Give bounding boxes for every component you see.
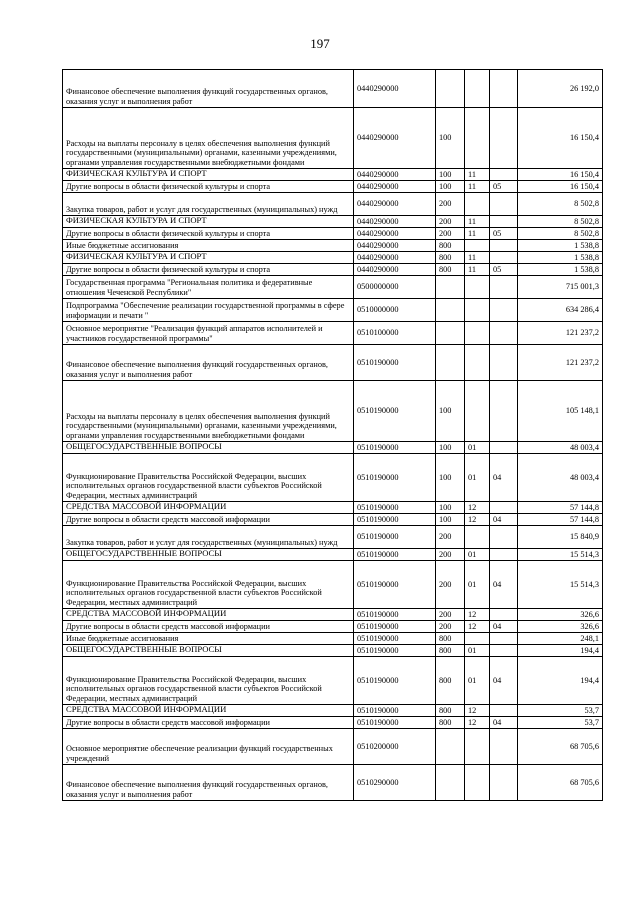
row-subsection xyxy=(490,216,518,228)
row-target-code: 0510190000 xyxy=(354,502,436,514)
row-amount: 57 144,8 xyxy=(518,514,603,526)
row-name: Финансовое обеспечение выполнения функций государственных органов, оказания услуг и выполнения работ xyxy=(63,345,354,381)
row-subsection: 04 xyxy=(490,454,518,502)
row-name: Финансовое обеспечение выполнения функций государственных органов, оказания услуг и выполнения работ xyxy=(63,765,354,801)
row-section xyxy=(465,299,490,322)
table-row xyxy=(63,193,603,216)
row-target-code: 0510190000 xyxy=(354,526,436,549)
row-expense-type: 100 xyxy=(436,181,465,193)
table-row xyxy=(63,645,603,657)
row-amount: 48 003,4 xyxy=(518,442,603,454)
row-expense-type: 200 xyxy=(436,193,465,216)
table-row xyxy=(63,561,603,609)
row-name: Другие вопросы в области физической культуры и спорта xyxy=(63,228,354,240)
row-target-code: 0440290000 xyxy=(354,169,436,181)
table-row xyxy=(63,252,603,264)
row-section: 12 xyxy=(465,502,490,514)
row-expense-type: 100 xyxy=(436,108,465,169)
row-amount: 634 286,4 xyxy=(518,299,603,322)
row-section: 11 xyxy=(465,264,490,276)
row-amount: 326,6 xyxy=(518,609,603,621)
row-name: Основное мероприятие обеспечение реализации функций государственных учреждений xyxy=(63,729,354,765)
row-expense-type: 800 xyxy=(436,252,465,264)
row-section xyxy=(465,381,490,442)
row-expense-type xyxy=(436,729,465,765)
row-target-code: 0440290000 xyxy=(354,108,436,169)
row-target-code: 0510190000 xyxy=(354,454,436,502)
row-expense-type xyxy=(436,322,465,345)
row-subsection xyxy=(490,729,518,765)
table-row xyxy=(63,454,603,502)
table-row xyxy=(63,502,603,514)
table-row xyxy=(63,705,603,717)
row-name: Иные бюджетные ассигнования xyxy=(63,633,354,645)
table-row xyxy=(63,228,603,240)
row-target-code: 0510290000 xyxy=(354,765,436,801)
row-amount: 8 502,8 xyxy=(518,193,603,216)
row-expense-type: 800 xyxy=(436,645,465,657)
row-section: 12 xyxy=(465,705,490,717)
row-amount: 15 514,3 xyxy=(518,549,603,561)
row-expense-type: 100 xyxy=(436,381,465,442)
row-target-code: 0440290000 xyxy=(354,252,436,264)
row-name: ФИЗИЧЕСКАЯ КУЛЬТУРА И СПОРТ xyxy=(63,216,354,228)
table-row xyxy=(63,514,603,526)
table-row xyxy=(63,633,603,645)
row-amount: 53,7 xyxy=(518,705,603,717)
row-section: 01 xyxy=(465,561,490,609)
row-section xyxy=(465,633,490,645)
row-target-code: 0510190000 xyxy=(354,717,436,729)
row-target-code: 0510190000 xyxy=(354,381,436,442)
row-subsection xyxy=(490,609,518,621)
row-subsection xyxy=(490,705,518,717)
row-section: 11 xyxy=(465,216,490,228)
row-subsection: 05 xyxy=(490,228,518,240)
row-name: Закупка товаров, работ и услуг для государственных (муниципальных) нужд xyxy=(63,526,354,549)
row-subsection xyxy=(490,240,518,252)
table-row xyxy=(63,276,603,299)
row-expense-type: 800 xyxy=(436,633,465,645)
row-target-code: 0440290000 xyxy=(354,216,436,228)
row-subsection xyxy=(490,276,518,299)
row-expense-type: 800 xyxy=(436,264,465,276)
row-target-code: 0440290000 xyxy=(354,240,436,252)
row-target-code: 0440290000 xyxy=(354,181,436,193)
row-name: Государственная программа "Региональная политика и федеративные отношения Чеченской Республики" xyxy=(63,276,354,299)
row-section: 12 xyxy=(465,514,490,526)
row-name: ОБЩЕГОСУДАРСТВЕННЫЕ ВОПРОСЫ xyxy=(63,442,354,454)
row-amount: 48 003,4 xyxy=(518,454,603,502)
row-name: СРЕДСТВА МАССОВОЙ ИНФОРМАЦИИ xyxy=(63,705,354,717)
row-section: 11 xyxy=(465,181,490,193)
row-target-code: 0440290000 xyxy=(354,264,436,276)
row-target-code: 0440290000 xyxy=(354,228,436,240)
row-subsection: 04 xyxy=(490,657,518,705)
row-name: Закупка товаров, работ и услуг для государственных (муниципальных) нужд xyxy=(63,193,354,216)
table-row xyxy=(63,609,603,621)
row-name: Функционирование Правительства Российской Федерации, высших исполнительных органов государственной власти субъектов Российской Федерации, местных администраций xyxy=(63,561,354,609)
table-row xyxy=(63,657,603,705)
row-name: Функционирование Правительства Российской Федерации, высших исполнительных органов государственной власти субъектов Российской Федерации, местных администраций xyxy=(63,657,354,705)
row-subsection: 04 xyxy=(490,621,518,633)
row-name: Функционирование Правительства Российской Федерации, высших исполнительных органов государственной власти субъектов Российской Федерации, местных администраций xyxy=(63,454,354,502)
row-amount: 326,6 xyxy=(518,621,603,633)
row-section xyxy=(465,765,490,801)
row-name: Другие вопросы в области физической культуры и спорта xyxy=(63,181,354,193)
row-subsection xyxy=(490,299,518,322)
row-subsection xyxy=(490,322,518,345)
row-subsection: 04 xyxy=(490,561,518,609)
row-subsection xyxy=(490,502,518,514)
row-amount: 57 144,8 xyxy=(518,502,603,514)
row-subsection: 04 xyxy=(490,717,518,729)
row-section xyxy=(465,193,490,216)
row-section: 12 xyxy=(465,621,490,633)
row-section: 11 xyxy=(465,252,490,264)
table-row xyxy=(63,526,603,549)
table-row xyxy=(63,169,603,181)
row-expense-type: 200 xyxy=(436,549,465,561)
row-name: Иные бюджетные ассигнования xyxy=(63,240,354,252)
table-row xyxy=(63,765,603,801)
table-row xyxy=(63,181,603,193)
row-amount: 715 001,3 xyxy=(518,276,603,299)
row-subsection xyxy=(490,645,518,657)
row-name: ФИЗИЧЕСКАЯ КУЛЬТУРА И СПОРТ xyxy=(63,252,354,264)
row-name: Другие вопросы в области средств массовой информации xyxy=(63,621,354,633)
row-name: Подпрограмма "Обеспечение реализации государственной программы в сфере информации и печати " xyxy=(63,299,354,322)
row-section: 01 xyxy=(465,645,490,657)
row-target-code: 0510190000 xyxy=(354,621,436,633)
table-row xyxy=(63,70,603,108)
row-expense-type: 800 xyxy=(436,705,465,717)
row-subsection xyxy=(490,169,518,181)
budget-table xyxy=(62,69,603,801)
row-amount: 1 538,8 xyxy=(518,264,603,276)
row-amount: 68 705,6 xyxy=(518,729,603,765)
row-target-code: 0510190000 xyxy=(354,657,436,705)
row-amount: 53,7 xyxy=(518,717,603,729)
page-number: 197 xyxy=(310,36,330,51)
row-name: СРЕДСТВА МАССОВОЙ ИНФОРМАЦИИ xyxy=(63,502,354,514)
table-row xyxy=(63,442,603,454)
row-subsection xyxy=(490,193,518,216)
row-expense-type: 200 xyxy=(436,216,465,228)
row-subsection xyxy=(490,345,518,381)
row-target-code: 0510200000 xyxy=(354,729,436,765)
row-amount: 121 237,2 xyxy=(518,345,603,381)
row-target-code: 0510190000 xyxy=(354,345,436,381)
row-amount: 194,4 xyxy=(518,657,603,705)
row-subsection: 05 xyxy=(490,264,518,276)
row-section xyxy=(465,526,490,549)
row-subsection xyxy=(490,765,518,801)
row-amount: 1 538,8 xyxy=(518,240,603,252)
row-section: 12 xyxy=(465,717,490,729)
row-target-code: 0510190000 xyxy=(354,442,436,454)
row-amount: 68 705,6 xyxy=(518,765,603,801)
table-row xyxy=(63,216,603,228)
row-subsection xyxy=(490,526,518,549)
row-section: 11 xyxy=(465,228,490,240)
row-amount: 121 237,2 xyxy=(518,322,603,345)
row-name: Другие вопросы в области физической культуры и спорта xyxy=(63,264,354,276)
row-section xyxy=(465,108,490,169)
row-amount: 26 192,0 xyxy=(518,70,603,108)
row-expense-type xyxy=(436,299,465,322)
row-name: Другие вопросы в области средств массовой информации xyxy=(63,514,354,526)
table-row xyxy=(63,299,603,322)
table-row xyxy=(63,381,603,442)
row-amount: 105 148,1 xyxy=(518,381,603,442)
row-target-code: 0510100000 xyxy=(354,322,436,345)
row-subsection xyxy=(490,442,518,454)
row-name: Расходы на выплаты персоналу в целях обеспечения выполнения функций государственными (муниципальными) органами, казенными учреждениями, органами управления государственными внебюджетными фондами xyxy=(63,381,354,442)
row-expense-type: 200 xyxy=(436,621,465,633)
row-target-code: 0510190000 xyxy=(354,561,436,609)
row-section: 12 xyxy=(465,609,490,621)
row-name: Другие вопросы в области средств массовой информации xyxy=(63,717,354,729)
row-amount: 15 840,9 xyxy=(518,526,603,549)
row-expense-type: 100 xyxy=(436,454,465,502)
row-target-code: 0510190000 xyxy=(354,514,436,526)
row-section xyxy=(465,276,490,299)
row-target-code: 0510190000 xyxy=(354,633,436,645)
row-subsection xyxy=(490,252,518,264)
row-name: Финансовое обеспечение выполнения функций государственных органов, оказания услуг и выполнения работ xyxy=(63,70,354,108)
row-expense-type: 800 xyxy=(436,717,465,729)
row-target-code: 0510190000 xyxy=(354,645,436,657)
row-section xyxy=(465,322,490,345)
row-name: ОБЩЕГОСУДАРСТВЕННЫЕ ВОПРОСЫ xyxy=(63,549,354,561)
row-name: СРЕДСТВА МАССОВОЙ ИНФОРМАЦИИ xyxy=(63,609,354,621)
row-section: 01 xyxy=(465,454,490,502)
row-name: ФИЗИЧЕСКАЯ КУЛЬТУРА И СПОРТ xyxy=(63,169,354,181)
row-subsection xyxy=(490,70,518,108)
row-expense-type: 100 xyxy=(436,169,465,181)
row-subsection xyxy=(490,549,518,561)
row-section: 01 xyxy=(465,549,490,561)
row-expense-type xyxy=(436,345,465,381)
row-amount: 248,1 xyxy=(518,633,603,645)
row-section xyxy=(465,70,490,108)
table-row xyxy=(63,345,603,381)
row-amount: 8 502,8 xyxy=(518,228,603,240)
row-section: 01 xyxy=(465,442,490,454)
row-target-code: 0440290000 xyxy=(354,193,436,216)
row-expense-type: 800 xyxy=(436,240,465,252)
row-amount: 16 150,4 xyxy=(518,181,603,193)
row-amount: 16 150,4 xyxy=(518,169,603,181)
row-target-code: 0510000000 xyxy=(354,299,436,322)
row-target-code: 0510190000 xyxy=(354,549,436,561)
table-row xyxy=(63,264,603,276)
table-row xyxy=(63,240,603,252)
table-row xyxy=(63,108,603,169)
row-subsection: 04 xyxy=(490,514,518,526)
row-amount: 1 538,8 xyxy=(518,252,603,264)
row-name: ОБЩЕГОСУДАРСТВЕННЫЕ ВОПРОСЫ xyxy=(63,645,354,657)
row-expense-type: 100 xyxy=(436,442,465,454)
row-section xyxy=(465,345,490,381)
table-row xyxy=(63,549,603,561)
row-amount: 194,4 xyxy=(518,645,603,657)
row-target-code: 0510190000 xyxy=(354,609,436,621)
row-expense-type: 200 xyxy=(436,609,465,621)
row-target-code: 0440290000 xyxy=(354,70,436,108)
table-row xyxy=(63,621,603,633)
table-row xyxy=(63,322,603,345)
row-expense-type: 100 xyxy=(436,502,465,514)
row-name: Расходы на выплаты персоналу в целях обеспечения выполнения функций государственными (муниципальными) органами, казенными учреждениями, органами управления государственными внебюджетными фондами xyxy=(63,108,354,169)
row-subsection xyxy=(490,633,518,645)
table-row xyxy=(63,717,603,729)
row-expense-type: 800 xyxy=(436,657,465,705)
row-expense-type xyxy=(436,70,465,108)
row-expense-type xyxy=(436,276,465,299)
row-amount: 16 150,4 xyxy=(518,108,603,169)
row-amount: 15 514,3 xyxy=(518,561,603,609)
row-section xyxy=(465,240,490,252)
row-subsection xyxy=(490,381,518,442)
budget-table-body xyxy=(63,70,603,801)
row-expense-type: 100 xyxy=(436,514,465,526)
row-expense-type xyxy=(436,765,465,801)
table-row xyxy=(63,729,603,765)
row-section: 11 xyxy=(465,169,490,181)
row-subsection xyxy=(490,108,518,169)
row-target-code: 0500000000 xyxy=(354,276,436,299)
row-amount: 8 502,8 xyxy=(518,216,603,228)
row-expense-type: 200 xyxy=(436,561,465,609)
row-expense-type: 200 xyxy=(436,526,465,549)
row-expense-type: 200 xyxy=(436,228,465,240)
row-section: 01 xyxy=(465,657,490,705)
row-target-code: 0510190000 xyxy=(354,705,436,717)
row-name: Основное мероприятие "Реализация функций аппаратов исполнителей и участников государственной программы" xyxy=(63,322,354,345)
row-section xyxy=(465,729,490,765)
row-subsection: 05 xyxy=(490,181,518,193)
